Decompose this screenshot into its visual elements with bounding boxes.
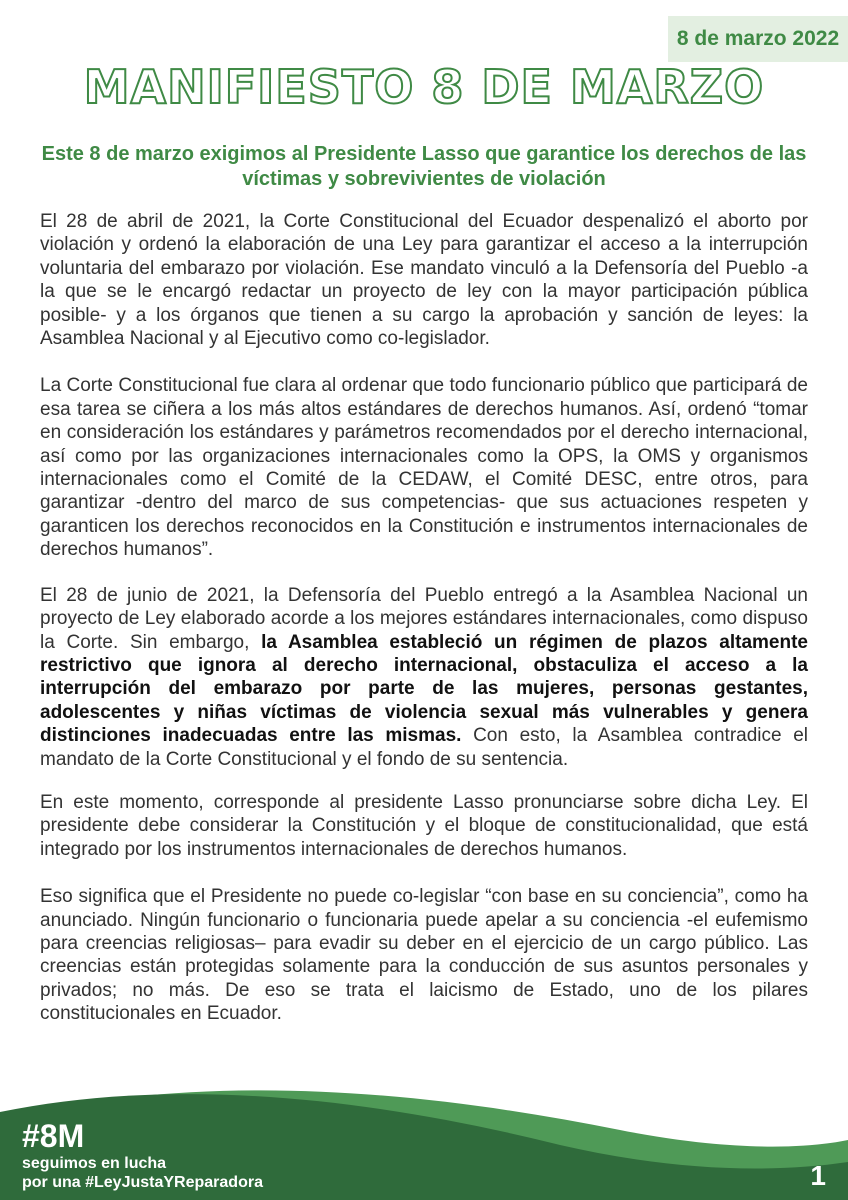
- paragraph-3-end: Con esto, la Asamblea contradice el mandato de la Corte Constitucional y el fondo de su sentencia.: [40, 725, 808, 770]
- paragraph-3: [40, 584, 808, 771]
- page-number: 1: [810, 1160, 826, 1191]
- footer-slogan-line-2: por una #LeyJustaYReparadora: [22, 1174, 263, 1191]
- paragraph-4: En este momento, corresponde al presidente Lasso pronunciarse sobre dicha Ley. El presidente debe considerar la Constitución y el bloque de constitucionalidad, que está integrado por los instrumentos internacionales de derechos humanos.: [40, 791, 808, 860]
- paragraph-3-start: El 28 de junio de 2021, la Defensoría del Pueblo entregó a la Asamblea Nacional un proyecto de Ley elaborado acorde a los mejores estándares internacionales, como dispuso la Corte. Sin embargo,: [40, 584, 808, 653]
- paragraph-3-bold: la Asamblea estableció un régimen de plazos altamente restrictivo que ignora al derecho internacional, obstaculiza el acceso a la interrupción del embarazo por parte de las mujeres, personas gestantes, adolescentes y niñas víctimas de violencia sexual más vulnerables y genera distinciones inadecuadas entre las mismas.: [40, 631, 809, 747]
- paragraph-5: Eso significa que el Presidente no puede co-legislar “con base en su conciencia”, como ha anunciado. Ningún funcionario o funcionaria puede apelar a su conciencia -el eufemismo para creencias religiosas– para evadir su deber en el ejercicio de un cargo público. Las creencias están protegidas solamente para la conducción de sus asuntos personales y privados; no más. De eso se trata el laicismo de Estado, uno de los pilares constitucionales en Ecuador.: [40, 886, 808, 1025]
- footer-slogan-line-1: seguimos en lucha: [22, 1155, 167, 1172]
- date-badge: 8 de marzo 2022: [668, 16, 848, 62]
- page-title: MANIFIESTO 8 DE MARZO: [83, 60, 765, 114]
- subtitle-line-2: víctimas y sobrevivientes de violación: [242, 168, 606, 190]
- manifesto-body: [40, 210, 808, 1050]
- paragraph-2: La Corte Constitucional fue clara al ordenar que todo funcionario público que participará de esa tarea se ciñera a los más altos estándares de derechos humanos. Así, ordenó “tomar en consideración los estándares y parámetros recomendados por el derecho internacional, así como por las organizaciones internacionales como la OPS, la OMS y organismos internacionales como el Comité de la CEDAW, el Comité DESC, entre otros, para garantizar -dentro del marco de sus competencias- que sus actuaciones respeten y garanticen los derechos reconocidos en la Constitución e instrumentos internacionales de derechos humanos”.: [40, 375, 808, 561]
- subtitle: [40, 142, 808, 192]
- footer-hashtag: #8M: [22, 1118, 85, 1154]
- paragraph-1: El 28 de abril de 2021, la Corte Constitucional del Ecuador despenalizó el aborto por violación y ordenó la elaboración de una Ley para garantizar el acceso a la interrupción voluntaria del embarazo por violación. Ese mandato vinculó a la Defensoría del Pueblo -a la que se le encargó redactar un proyecto de ley con la mayor participación pública posible- y a los órganos que tienen a su cargo la aprobación y sanción de leyes: la Asamblea Nacional y al Ejecutivo como co-legislador.: [40, 211, 808, 350]
- subtitle-line-1: Este 8 de marzo exigimos al Presidente Lasso que garantice los derechos de las: [41, 143, 807, 165]
